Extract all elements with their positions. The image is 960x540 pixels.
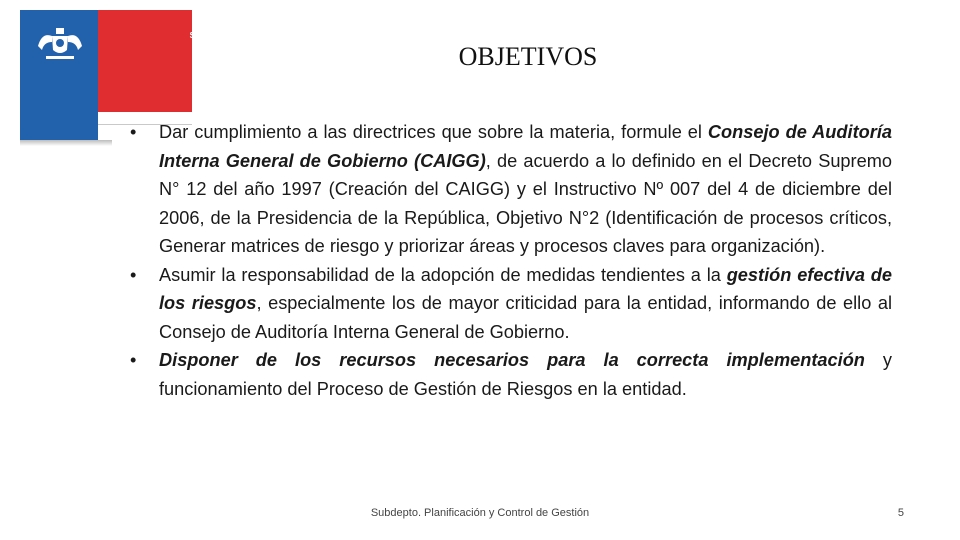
logo-blue-panel [20, 10, 98, 140]
objective-emphasis: gestión efectiva de los riesgos [159, 264, 892, 313]
objective-segment: , especialmente los de mayor criticidad para la entidad, informando de ello al Consejo de Auditoría Interna General de Gobierno. [159, 293, 892, 342]
bullet-icon: • [130, 264, 137, 285]
objective-segment: y funcionamiento del Proceso de Gestión de Riesgos en la entidad. [159, 350, 893, 399]
objective-segment: Dar cumplimiento a las directrices que sobre la materia, formule el [159, 122, 708, 142]
objective-text [159, 122, 892, 256]
slide-title: OBJETIVOS [458, 42, 598, 71]
objective-text [159, 350, 892, 399]
objective-item [130, 346, 892, 403]
objective-emphasis: Consejo de Auditoría Interna General de Gobierno (CAIGG) [159, 122, 892, 171]
objective-emphasis: Disponer de los recursos necesarios para la correcta implementación [159, 350, 865, 370]
page-number: 5 [897, 507, 904, 519]
objective-segment: , de acuerdo a lo definido en el Decreto Supremo N° 12 del año 1997 (Creación del CAIGG) y el Instructivo Nº 007 del 4 de diciembre del 2006, de la Presidencia de la República, Objetivo N°2 (Identificación de procesos críticos, Generar matrices de riesgo y priorizar áreas y procesos claves para organización). [159, 150, 892, 256]
org-name-line2: Chiloé [204, 42, 242, 51]
org-name-line1: Servicio de Salud [189, 31, 257, 40]
bullet-icon: • [130, 350, 137, 370]
logo-shadow [20, 140, 112, 146]
objective-segment: Asumir la responsabilidad de la adopción de medidas tendientes a la [159, 264, 727, 285]
footer-text: Subdepto. Planificación y Control de Gestión [370, 507, 590, 519]
objective-item [130, 118, 892, 261]
objective-text [159, 265, 892, 342]
objectives-list [130, 118, 892, 403]
bullet-icon: • [130, 122, 137, 142]
objective-item [130, 261, 892, 347]
